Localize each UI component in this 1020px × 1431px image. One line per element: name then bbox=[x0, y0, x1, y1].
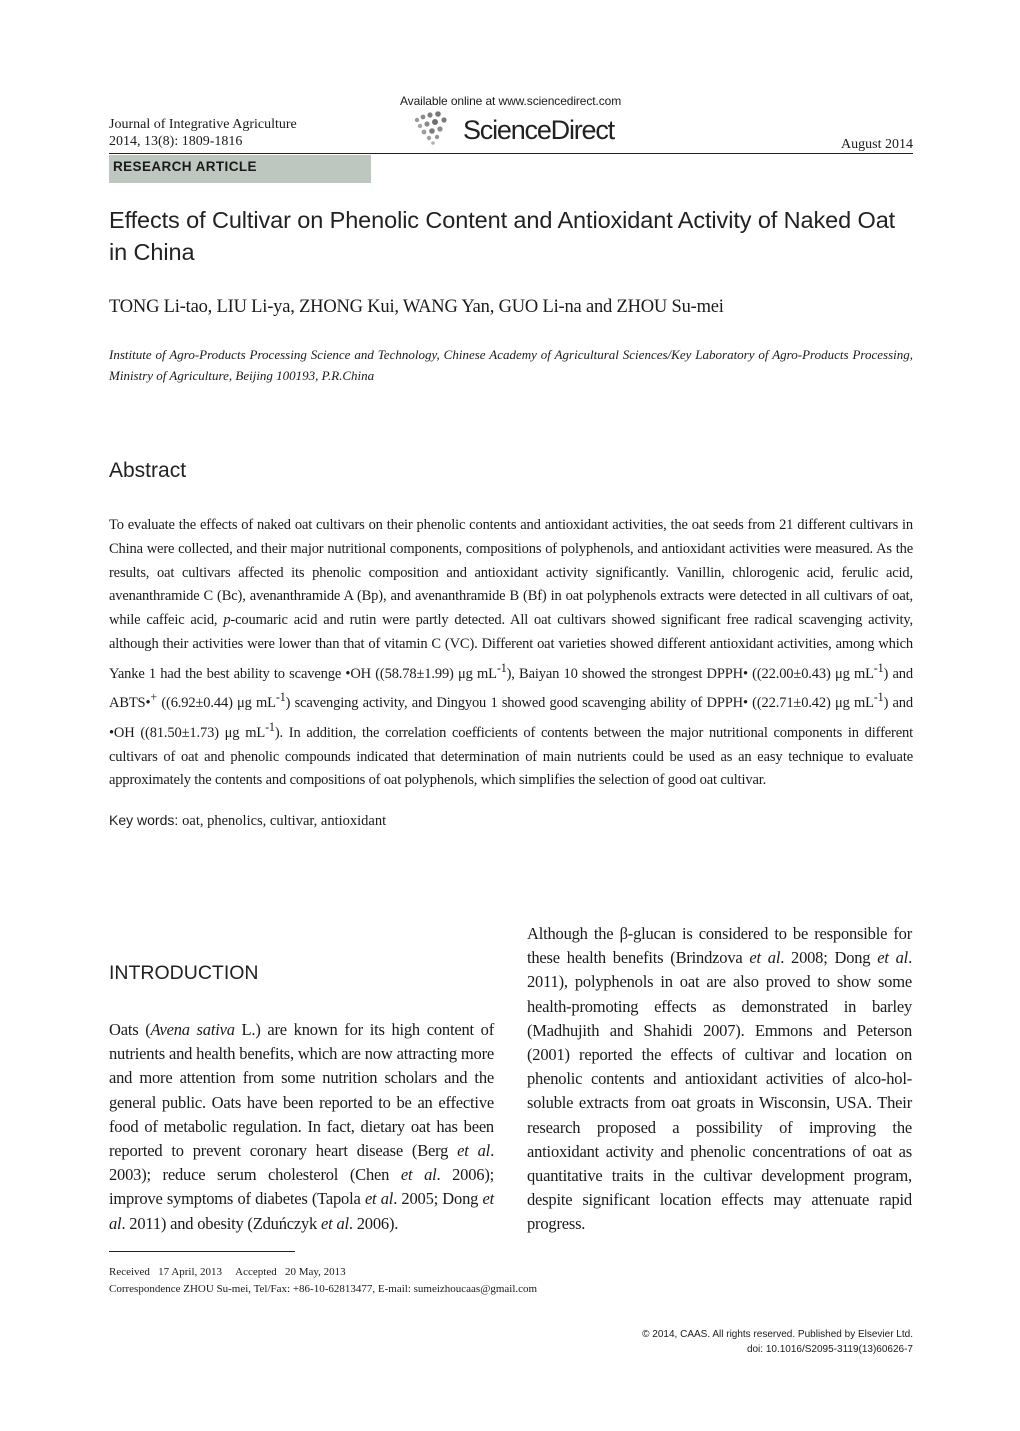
introduction-right-column: Although the β-glucan is considered to be responsible for these health benefits (Brindzova et al. 2008; Dong et al. 2011), polyphenols in oat are also proved to show some health-promoting effects as demonstrated in barley (Madhujith and Shahidi 2007). Emmons and Peterson (2001) reported the effects of cultivar and location on phenolic contents and antioxidant activities of alco-hol-soluble extracts from oat groats in Wisconsin, USA. Their research proposed a possibility of improving the antioxidant activity and phenolic concentrations of oat as quantitative traits in the cultivar development program, despite significant location effects may attenuate rapid progress. bbox=[527, 924, 912, 1234]
introduction-heading: INTRODUCTION bbox=[109, 962, 259, 984]
keywords-label: Key words: bbox=[109, 812, 183, 828]
copyright-notice: © 2014, CAAS. All rights reserved. Published by Elsevier Ltd. bbox=[642, 1329, 913, 1340]
publication-date: August 2014 bbox=[841, 137, 913, 152]
introduction-left-column: Oats (Avena sativa L.) are known for its high content of nutrients and health benefits, which are now attracting more and more attention from some nutrition scholars and the general public. Oats have been reported to be an effective food of metabolic regulation. In fact, dietary oat has been reported to prevent coronary heart disease (Berg et al. 2003); reduce serum cholesterol (Chen et al. 2006); improve symptoms of diabetes (Tapola et al. 2005; Dong et al. 2011) and obesity (Zduńczyk et al. 2006). bbox=[109, 1020, 494, 1233]
journal-issue: 2014, 13(8): 1809-1816 bbox=[109, 134, 243, 149]
available-online-text: Available online at www.sciencedirect.com bbox=[400, 94, 622, 108]
correspondence: Correspondence ZHOU Su-mei, Tel/Fax: +86-10-62813477, E-mail: sumeizhoucaas@gmail.com bbox=[109, 1283, 538, 1295]
abstract-heading: Abstract bbox=[109, 459, 187, 482]
article-type-badge: RESEARCH ARTICLE bbox=[109, 155, 371, 183]
sciencedirect-logo-icon bbox=[412, 110, 452, 146]
received-dates: Received 17 April, 2013 Accepted 20 May, 2013 bbox=[109, 1266, 346, 1278]
doi: doi: 10.1016/S2095-3119(13)60626-7 bbox=[746, 1344, 913, 1355]
keywords-list: oat, phenolics, cultivar, antioxidant bbox=[182, 813, 387, 829]
author-affiliation: Institute of Agro-Products Processing Science and Technology, Chinese Academy of Agricultural Sciences/Key Laboratory of Agro-Products Processing, Ministry of Agriculture, Beijing 100193, P.R.China bbox=[109, 347, 913, 383]
author-list: TONG Li-tao, LIU Li-ya, ZHONG Kui, WANG Yan, GUO Li-na and ZHOU Su-mei bbox=[109, 297, 724, 317]
footnote-divider bbox=[109, 1251, 295, 1252]
abstract-text: To evaluate the effects of naked oat cultivars on their phenolic contents and antioxidant activities, the oat seeds from 21 different cultivars in China were collected, and their major nutritional components, compositions of polyphenols, and antioxidant activities were measured. As the results, oat cultivars affected its phenolic composition and antioxidant activity significantly. Vanillin, chlorogenic acid, ferulic acid, avenanthramide C (Bc), avenanthramide A (Bp), and avenanthramide B (Bf) in oat polyphenols extracts were detected in all cultivars of oat, while caffeic acid, p-coumaric acid and rutin were partly detected. All oat cultivars showed significant free radical scavenging activity, although their activities were lower than that of vitamin C (VC). Different oat varieties showed different antioxidant activities, among which Yanke 1 had the best ability to scavenge •OH ((58.78±1.99) μg $mL^{-1}$), Baiyan 10 showed the strongest DPPH• ((22.00±0.43) μg $mL^{-1}$) and ABTS•+ ((6.92±0.44) μg $mL^{-1}$) scavenging activity, and Dingyou 1 showed good scavenging ability of DPPH• ((22.71±0.42) μg $mL^{-1}$) and •OH ((81.50±1.73) μg $mL^{-1}$). In addition, the correlation coefficients of contents between the major nutritional components in different cultivars of oat and phenolic compounds indicated that determination of main nutrients could be used as an easy technique to evaluate approximately the contents and compositions of oat polyphenols, which simplifies the selection of good oat cultivar. bbox=[109, 517, 914, 789]
keywords bbox=[109, 812, 386, 830]
article-title: Effects of Cultivar on Phenolic Content and Antioxidant Activity of Naked Oat in China bbox=[109, 207, 896, 265]
sciencedirect-wordmark: ScienceDirect bbox=[463, 115, 614, 145]
header-divider bbox=[109, 153, 913, 154]
journal-name: Journal of Integrative Agriculture bbox=[109, 117, 297, 132]
